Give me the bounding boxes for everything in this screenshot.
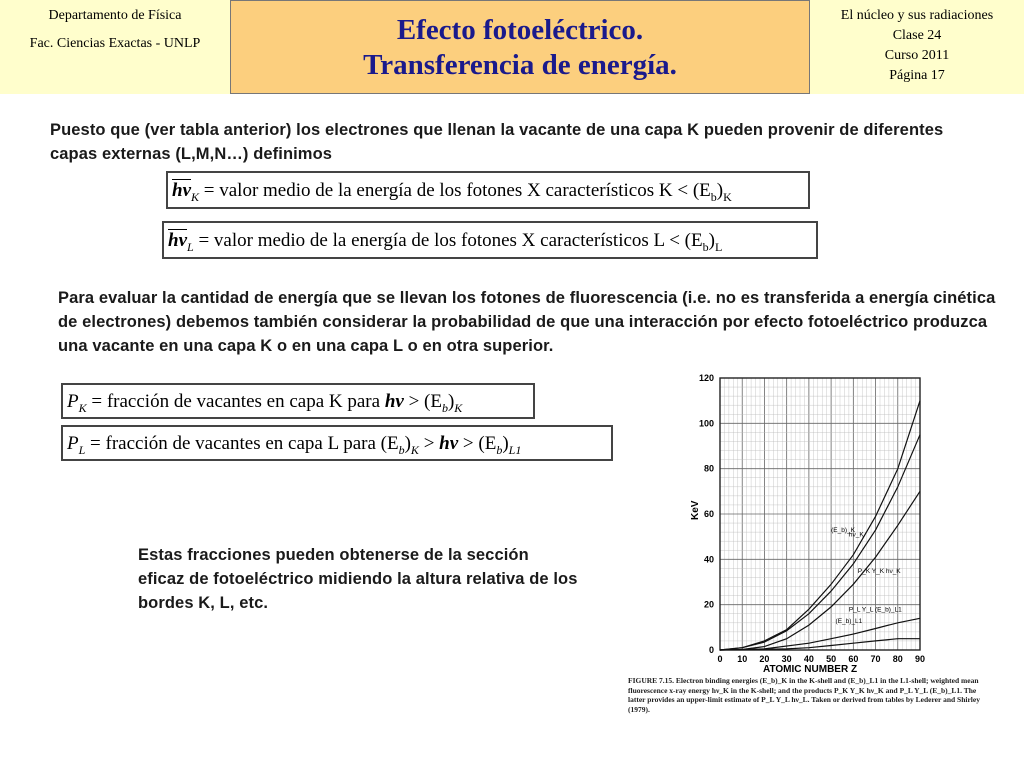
x-axis-label: ATOMIC NUMBER Z <box>763 664 858 675</box>
y-tick-label: 100 <box>698 418 714 429</box>
formula-pk: $P_K$ = fracción de vacantes en capa K para $h\nu > (E_b)_K$ <box>61 383 535 419</box>
x-tick-label: 50 <box>826 654 837 664</box>
curve-label: P_K Y_K hν_K <box>857 567 901 575</box>
header-right <box>810 0 1024 94</box>
formula-hv-k: $\overline{h\nu}_K$ = valor medio de la energía de los fotones X característicos $K < (E_b)_K$ <box>166 171 810 209</box>
class-number: Clase 24 <box>892 28 942 43</box>
formula2-symbol: $\overline{h\nu}$ <box>168 230 187 251</box>
x-tick-label: 10 <box>737 654 748 664</box>
paragraph-intro: Puesto que (ver tabla anterior) los electrones que llenan la vacante de una capa K pueden provenir de diferentes capas externas (L,M,N…) definimos <box>50 121 944 163</box>
y-tick-label: 0 <box>708 645 714 655</box>
curve-label: (E_b)_K <box>831 527 855 535</box>
y-tick-labels <box>699 373 714 655</box>
x-tick-label: 80 <box>892 654 903 664</box>
x-tick-label: 40 <box>803 654 814 664</box>
course-year: Curso 2011 <box>884 48 950 63</box>
slide-title-line2: Transferencia de energía. <box>363 49 677 81</box>
faculty-label: Fac. Ciencias Exactas - UNLP <box>29 36 201 51</box>
curve-1 <box>720 435 920 650</box>
paragraph-fluorescence: Para evaluar la cantidad de energía que se llevan los fotones de fluorescencia (i.e. no es transferida a energía cinética de electrones) debemos también considerar la probabilidad de que una interacción por efecto fotoeléctrico produzca una vacante en una capa K o en una capa L o en otra superior. <box>58 289 996 355</box>
figure-caption: FIGURE 7.15. Electron binding energies (E_b)_K in the K-shell and (E_b)_L1 in the L1-shell; weighted mean fluorescence x-ray energy hν_K in the K-shell; and the products P_K Y_K hν_K and P_L Y_L (E_b)_L1. The latter provides an upper-limit estimate of P_L Y_L hν_L. Taken or derived from tables by Lederer and Shirley (1979). <box>628 676 980 714</box>
x-tick-label: 90 <box>914 654 926 664</box>
x-tick-label: 20 <box>759 654 770 664</box>
curve-label: P_L Y_L (E_b)_L1 <box>848 606 902 614</box>
y-axis-label: KeV <box>690 500 701 520</box>
y-tick-label: 40 <box>703 554 714 565</box>
formula1-symbol: $\overline{h\nu}$ <box>172 180 191 201</box>
y-tick-label: 80 <box>703 463 714 474</box>
formula-pl: $P_L$ = fracción de vacantes en capa L para $(E_b)_K > h\nu > (E_b)_{L1}$ <box>61 425 613 461</box>
curve-label: (E_b)_L1 <box>835 617 863 625</box>
department-label: Departamento de Física <box>48 8 182 23</box>
y-tick-label: 60 <box>703 509 714 519</box>
x-tick-labels <box>717 654 925 664</box>
x-tick-label: 0 <box>717 654 723 664</box>
course-title: El núcleo y sus radiaciones <box>840 8 994 23</box>
page-number: Página 17 <box>889 68 945 83</box>
curve-label: hν_K <box>848 531 864 539</box>
x-tick-label: 30 <box>781 654 792 664</box>
slide-title-box <box>230 0 810 94</box>
x-tick-label: 70 <box>870 654 881 664</box>
y-tick-label: 120 <box>698 373 714 383</box>
y-tick-label: 20 <box>703 599 714 610</box>
formula-hv-l: $\overline{h\nu}_L$ = valor medio de la energía de los fotones X característicos $L < (E_b)_L$ <box>162 221 818 259</box>
header-left <box>0 0 230 94</box>
x-tick-label: 60 <box>848 654 859 664</box>
paragraph-fractions: Estas fracciones pueden obtenerse de la sección eficaz de fotoeléctrico midiendo la altura relativa de los bordes K, L, etc. <box>138 546 578 612</box>
slide-title-line1: Efecto fotoeléctrico. <box>396 14 644 46</box>
